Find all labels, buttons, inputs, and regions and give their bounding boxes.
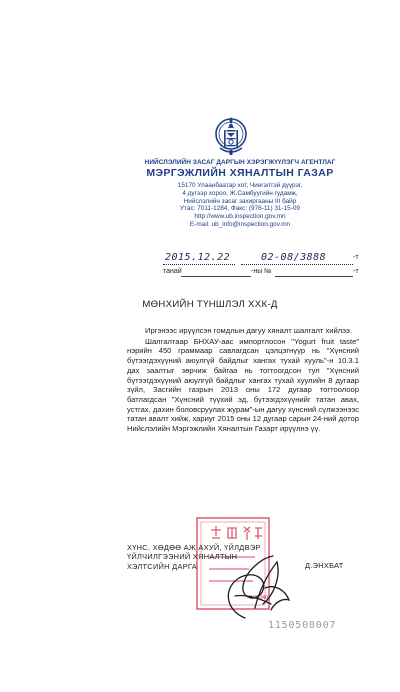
position-line: ХҮНС, ХӨДӨӨ АЖ АХУЙ, ҮЙЛДВЭР: [127, 543, 261, 552]
your-ref-date-line: [181, 276, 251, 277]
stamp-number: 100340: [250, 595, 268, 601]
body-paragraph: Шалгалтаар БНХАУ-аас импортлосон "Yogurt fruit taste" нэрийн 450 граммаар савлагдсан цэлцэгнүүр нь "Хүнсний бүтээгдэхүүний аюулгүй байдлыг хангах тухай хууль"-н 10.3.1 дах заалтыг зөрчиж байгаа нь тогтоогдсон тул "Хүнсний бүтээгдэхүүний аюулгүй байдлыг хангах тухай хуулийн 8 дугаар зүйл, Засгийн газрын 2013 оны 172 дугаар тогтоолоор батлагдсан "Хүнсний түүхий эд, бүтээгдэхүүнийг татан авах, устгах, дахин боловсруулах журам"-ын дагуу хүнсний сүлжээнээс татан авалт хийж, хариуг 2015 оны 12 дугаар сарын 24-ний дотор Нийслэлийн Мэргэжлийн Хяналтын Газарт ирүүлнэ үү.: [127, 336, 359, 434]
handwritten-signature: [215, 548, 297, 626]
your-ref-suffix: -т: [353, 268, 359, 275]
number-suffix: -т: [353, 254, 359, 261]
body-paragraph: Иргэнээс ирүүлсэн гомдлын дагуу хяналт шалгалт хийлээ.: [145, 326, 353, 335]
contact-info: [136, 182, 344, 229]
agency-parent-name: НИЙСЛЭЛИЙН ЗАСАГ ДАРГЫН ХЭРЭГЖҮҮЛЭГЧ АГЕНТЛАГ: [144, 159, 336, 166]
handwritten-doc-number: 02-08/3888: [261, 252, 327, 263]
agency-name: МЭРГЭЖЛИЙН ХЯНАЛТЫН ГАЗАР: [146, 167, 334, 179]
address-line: 15170 Улаанбаатар хот, Чингэлтэй дүүрэг,: [177, 182, 303, 189]
position-line: ХЭЛТСИЙН ДАРГА: [127, 561, 197, 571]
document-serial-number: 1150508007: [268, 620, 337, 631]
your-ref-number-line: [275, 276, 353, 277]
email-line: E-mail: ub_info@inspection.gov.mn: [189, 220, 291, 228]
handwritten-date: 2015.12.22: [165, 252, 231, 263]
your-ref-middle: -ны №: [251, 268, 272, 275]
phone-fax-line: Утас: 7011-1284, Факс: (976-11) 31-15-09: [180, 205, 300, 213]
date-underline: [163, 264, 235, 265]
state-emblem-icon: [214, 112, 248, 158]
address-line: 4 дүгээр хороо, Ж.Самбуугийн гудамж,: [182, 189, 298, 197]
position-line: ҮЙЛЧИЛГЭЭНИЙ ХЯНАЛТЫН: [127, 552, 238, 562]
addressee-title: МӨНХИЙН ТҮНШЛЭЛ ХХК-Д: [142, 299, 278, 310]
letter-body: [127, 326, 359, 434]
document-reference: [163, 252, 363, 266]
incoming-reference: [163, 268, 363, 280]
address-line: Нийслэлийн засаг захиргааны III байр: [183, 197, 297, 205]
website-line: http://www.ub.inspection.gov.mn: [194, 213, 286, 221]
number-underline: [241, 264, 353, 265]
signatory-name: Д.ЭНХБАТ: [305, 561, 344, 570]
your-ref-prefix: танай: [163, 268, 182, 275]
